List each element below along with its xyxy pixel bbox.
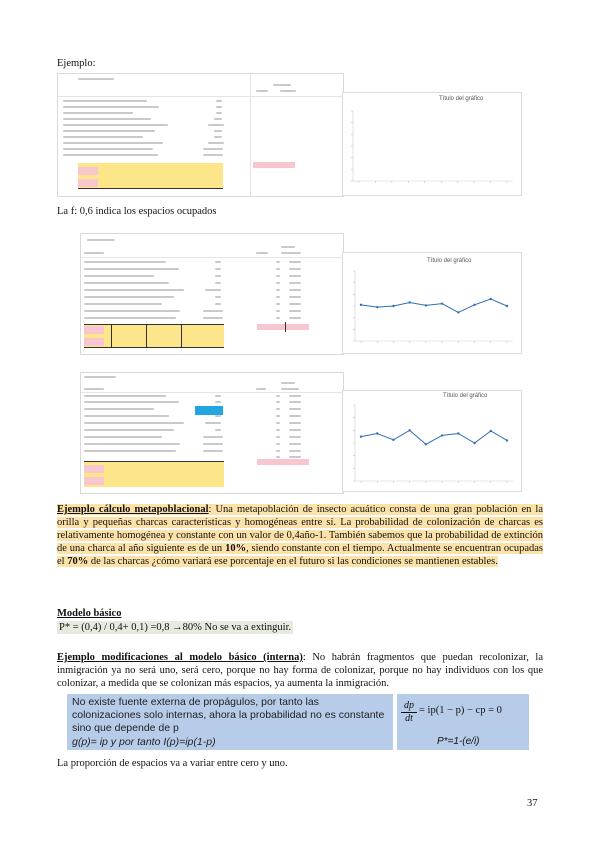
chart-3-title: Título del gráfico — [443, 393, 488, 399]
data-point — [376, 306, 378, 308]
data-point — [360, 435, 362, 437]
chart-1 — [342, 92, 522, 196]
caption-occupied-spaces: La f: 0,6 indica los espacios ocupados — [57, 206, 217, 217]
data-point — [408, 429, 410, 431]
internal-colonization-box — [67, 694, 393, 750]
basic-model-formula: P* = (0,4) / 0,4+ 0,1) =0,8 →80% No se va a extinguir. — [59, 622, 292, 633]
paragraph-metapopulation: Ejemplo cálculo metapoblacional: Una metapoblación de insecto acuático consta de una gran población en la orilla y pequeñas charcas características y homogéneas entre sí. La probabilidad de colonización de charcas es relativamente homogénea y constante con un valor de 0,4año-1. También sabemos que la probabilidad de extinción de una charca al año siguiente es de un 10%, siendo constante con el tiempo. Actualmente se encuentran ocupadas el 70% de las charcas ¿cómo variará ese porcentaje en el futuro si las condiciones se mantienen estables. — [57, 504, 544, 567]
final-sentence: La proporción de espacios va a variar entre cero y uno. — [57, 758, 288, 769]
data-point — [441, 302, 443, 304]
data-point — [376, 432, 378, 434]
spreadsheet-3 — [80, 372, 344, 494]
data-point — [473, 442, 475, 444]
data-point — [425, 304, 427, 306]
data-point — [506, 439, 508, 441]
data-point — [457, 311, 459, 313]
data-point — [360, 304, 362, 306]
paragraph-metapopulation-heading: Ejemplo cálculo metapoblacional — [57, 504, 209, 515]
colonization-function: g(p)= ip y por tanto I(p)=ip(1-p) — [72, 736, 216, 748]
paragraph-internal-model-heading: Ejemplo modificaciones al modelo básico (interna) — [57, 652, 303, 663]
equation-rhs: = ip(1 − p) − cp = 0 — [419, 705, 502, 716]
page-number: 37 — [527, 798, 538, 809]
example-heading: Ejemplo: — [57, 58, 96, 69]
data-point — [392, 439, 394, 441]
spreadsheet-2 — [80, 233, 344, 355]
chart-1-plot — [343, 93, 521, 195]
series-line — [361, 430, 507, 444]
chart-2-plot — [343, 253, 521, 353]
data-point — [473, 304, 475, 306]
paragraph-internal-model: Ejemplo modificaciones al modelo básico (interna): No habrán fragmentos que puedan recolonizar, la inmigración ya no será uno, será cero, porque no hay forma de colonizar, porque no hay individuos con los que colonizar, a medida que se colonizan más espacios, ya aumenta la inmigración. — [57, 652, 543, 689]
internal-colonization-text: No existe fuente externa de propágulos, por tanto las colonizaciones solo internas, ahora la probabilidad no es constante sino que depende de p — [72, 696, 385, 734]
basic-model-heading: Modelo básico — [57, 608, 122, 619]
data-point — [457, 432, 459, 434]
chart-2 — [342, 252, 522, 354]
equation-box — [397, 694, 529, 750]
data-point — [408, 301, 410, 303]
data-point — [392, 305, 394, 307]
chart-3 — [342, 390, 522, 492]
series-line — [361, 299, 507, 312]
data-point — [490, 430, 492, 432]
chart-3-plot — [343, 391, 521, 491]
data-point — [506, 305, 508, 307]
equation-fraction: dp dt — [401, 700, 417, 725]
data-point — [425, 443, 427, 445]
spreadsheet-1 — [57, 73, 344, 197]
data-point — [490, 298, 492, 300]
chart-2-title: Título del gráfico — [427, 258, 472, 264]
equilibrium-formula: P*=1-(e/i) — [437, 736, 480, 747]
data-point — [441, 434, 443, 436]
chart-1-title: Título del gráfico — [439, 96, 484, 102]
